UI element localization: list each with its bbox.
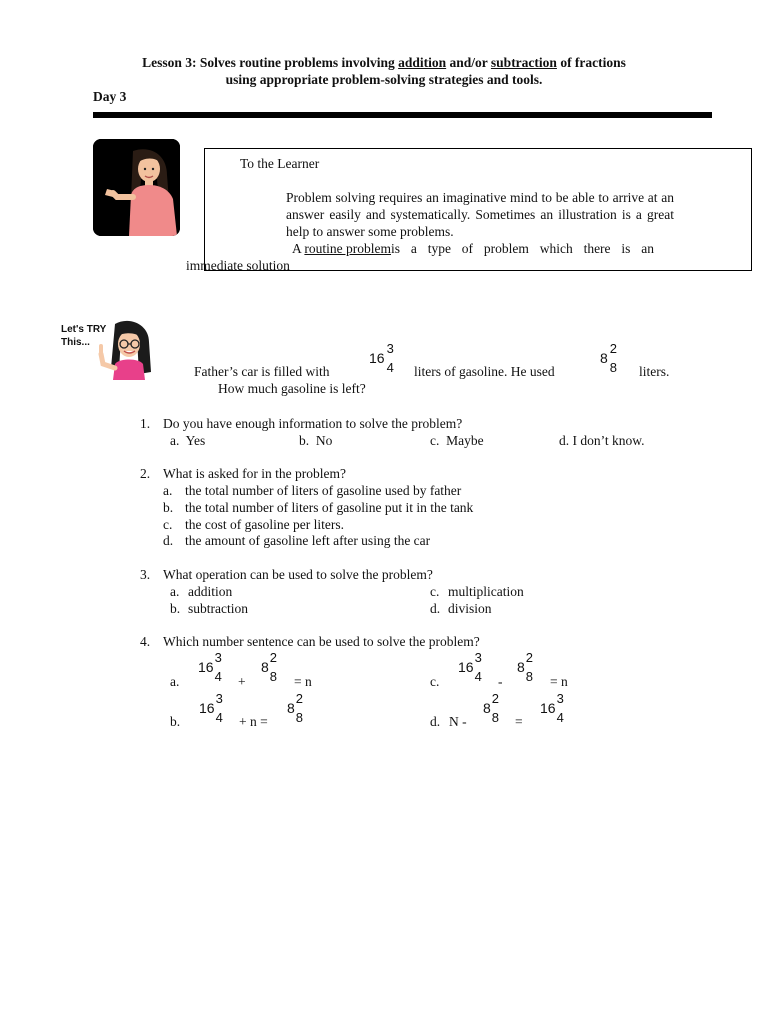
problem-text-2: liters of gasoline. He used [414,364,555,379]
title-mid: and/or [446,55,491,70]
q4c-operator: - [498,674,503,689]
q1-option-b: b. No [299,433,333,448]
header-rule [93,112,712,118]
q4d-fraction-8-2-8: 8 2 8 [483,691,500,725]
q4c-fraction-16-3-4: 16 3 4 [458,650,482,684]
q4a-fraction-16-3-4: 16 3 4 [198,650,222,684]
q2-option-b: b. the total number of liters of gasoline put it in the tank [163,500,474,515]
question-1-number: 1. [140,416,151,431]
q4b-operator: + n = [239,714,268,729]
title-word-subtraction: subtraction [490,55,557,70]
q4c-result: = n [550,674,568,689]
q4-option-a-letter: a. [170,674,180,689]
routine-prefix: A [292,241,305,256]
learner-heading: To the Learner [240,156,320,171]
q4a-result: = n [294,674,312,689]
q4c-fraction-8-2-8: 8 2 8 [517,650,534,684]
q4b-fraction-8-2-8: 8 2 8 [287,691,304,725]
q3-option-a: a. addition [170,584,233,599]
lets-try-line1: Let's TRY [61,324,107,335]
q1-option-d: d. I don’t know. [559,433,645,448]
problem-text-3: liters. [639,364,670,379]
fraction-16-3-4 [369,342,395,374]
question-2-number: 2. [140,466,151,481]
q2-option-d: d. the amount of gasoline left after using the car [163,533,431,548]
fraction-8-2-8 [600,342,618,374]
fraction-numerator: 2 [609,341,618,356]
q3-option-d: d. division [430,601,492,616]
fraction-whole: 8 [600,350,608,366]
q3-option-c: c. multiplication [430,584,524,599]
fraction-whole: 16 [369,350,385,366]
problem-text-1: Father’s car is filled with [194,364,330,379]
q4a-fraction-8-2-8: 8 2 8 [261,650,278,684]
title-suffix: of fractions [556,55,626,70]
fraction-numerator: 3 [386,341,394,356]
question-2-text: What is asked for in the problem? [163,466,346,481]
routine-suffix: is a type of problem which there is an [391,241,654,256]
q2-option-a: a. the total number of liters of gasoline used by father [163,483,462,498]
teacher-avatar-icon [93,139,180,236]
q4b-fraction-16-3-4: 16 3 4 [199,691,223,725]
title-line2: using appropriate problem-solving strategies and tools. [225,72,543,87]
routine-problem-term: routine problem [304,241,391,256]
q4a-operator: + [238,674,246,689]
question-4-text: Which number sentence can be used to solve the problem? [163,634,480,649]
q4d-fraction-16-3-4: 16 3 4 [540,691,564,725]
q1-option-a: a. Yes [170,433,206,448]
learner-routine-definition [186,240,674,274]
teacher-illustration [93,139,180,236]
girl-avatar-icon [93,318,155,380]
question-4-number: 4. [140,634,151,649]
q4-option-d-letter: d. [430,714,441,729]
q4d-operator: N - [449,714,467,729]
lesson-title [0,54,768,88]
q4-option-c-letter: c. [430,674,440,689]
q4-option-b-letter: b. [170,714,181,729]
learner-paragraph: Problem solving requires an imaginative mind to be able to arrive at an answer easily and systematically. Sometimes an illustration is a great help to answer some problems. [286,190,674,239]
day-label: Day 3 [93,89,127,104]
q4d-equals: = [515,714,523,729]
fraction-denominator: 4 [386,360,394,375]
girl-pointing-illustration [93,318,155,380]
problem-text-4: How much gasoline is left? [218,381,366,396]
q1-option-c: c. Maybe [430,433,484,448]
question-1-text: Do you have enough information to solve the problem? [163,416,463,431]
routine-end: immediate solution [186,258,290,273]
lets-try-line2: This... [61,337,90,348]
fraction-denominator: 8 [609,360,618,375]
question-3-text: What operation can be used to solve the problem? [163,567,433,582]
question-3-number: 3. [140,567,151,582]
q2-option-c: c. the cost of gasoline per liters. [163,517,344,532]
title-word-addition: addition [398,55,447,70]
title-prefix: Lesson 3: Solves routine problems involving [142,55,399,70]
q3-option-b: b. subtraction [170,601,248,616]
